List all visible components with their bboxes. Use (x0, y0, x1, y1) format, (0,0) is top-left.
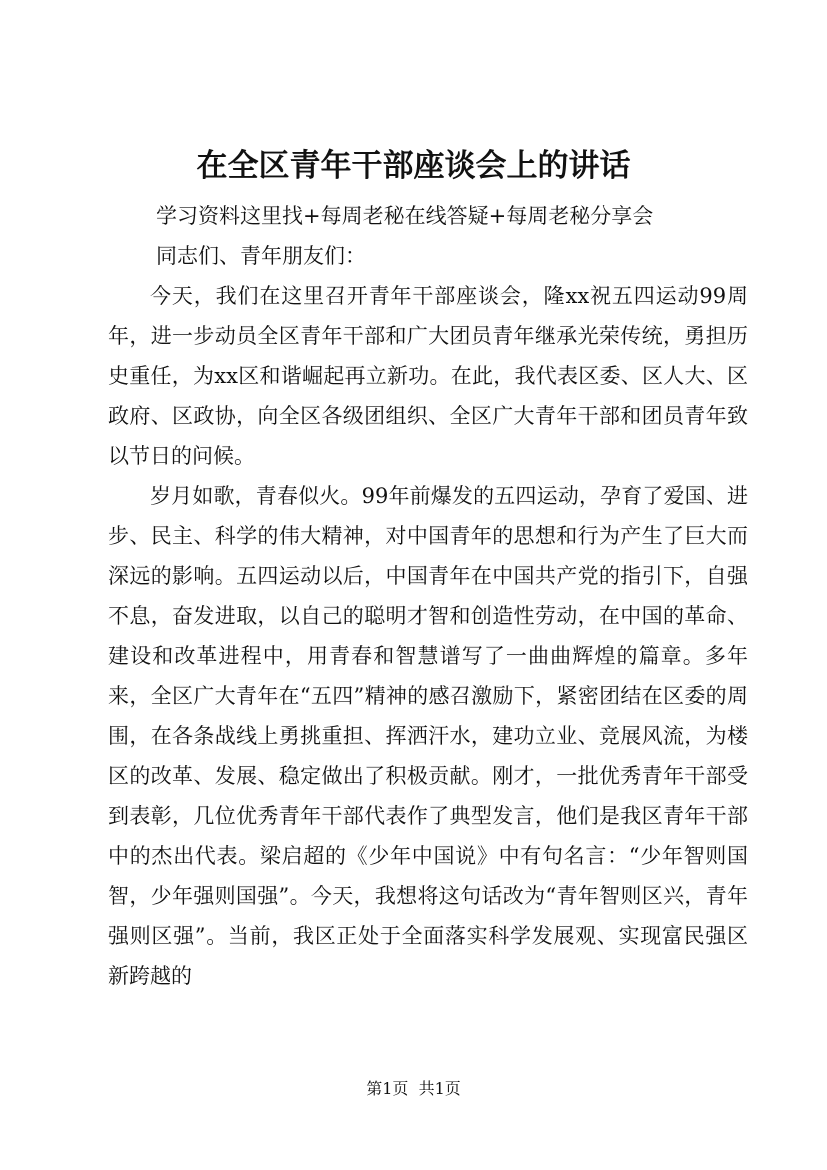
page-number-label: 第1页 共1页 (366, 1079, 461, 1098)
subhead-line: 学习资料这里找+每周老秘在线答疑+每周老秘分享会 (156, 204, 654, 228)
paragraph-2: 岁月如歌，青春似火。99年前爆发的五四运动，孕育了爱国、进步、民主、科学的伟大精神，对中国青年的思想和行为产生了巨大而深远的影响。五四运动以后，中国青年在中国共产党的指引下，自强不息，奋发进取，以自己的聪明才智和创造性劳动，在中国的革命、建设和改革进程中，用青春和智慧谱写了一曲曲辉煌的篇章。多年来，全区广大青年在“五四”精神的感召激励下，紧密团结在区委的周围，在各条战线上勇挑重担、挥洒汗水，建功立业、竞展风流，为楼区的改革、发展、稳定做出了积极贡献。刚才，一批优秀青年干部受到表彰，几位优秀青年干部代表作了典型发言，他们是我区青年干部中的杰出代表。梁启超的《少年中国说》中有句名言：“少年智则国智，少年强则国强”。今天，我想将这句话改为“青年智则区兴，青年强则区强”。当前，我区正处于全面落实科学发展观、实现富民强区新跨越的 (108, 484, 748, 988)
salutation: 同志们、青年朋友们： (156, 244, 366, 268)
paragraph-1: 今天，我们在这里召开青年干部座谈会，隆xx祝五四运动99周年，进一步动员全区青年干部和广大团员青年继承光荣传统，勇担历史重任，为xx区和谐崛起再立新功。在此，我代表区委、区人大、区政府、区政协，向全区各级团组织、全区广大青年干部和团员青年致以节日的问候。 (108, 284, 748, 468)
page-footer (0, 1078, 827, 1100)
document-body (108, 196, 748, 996)
page-title: 在全区青年干部座谈会上的讲话 (196, 148, 631, 184)
